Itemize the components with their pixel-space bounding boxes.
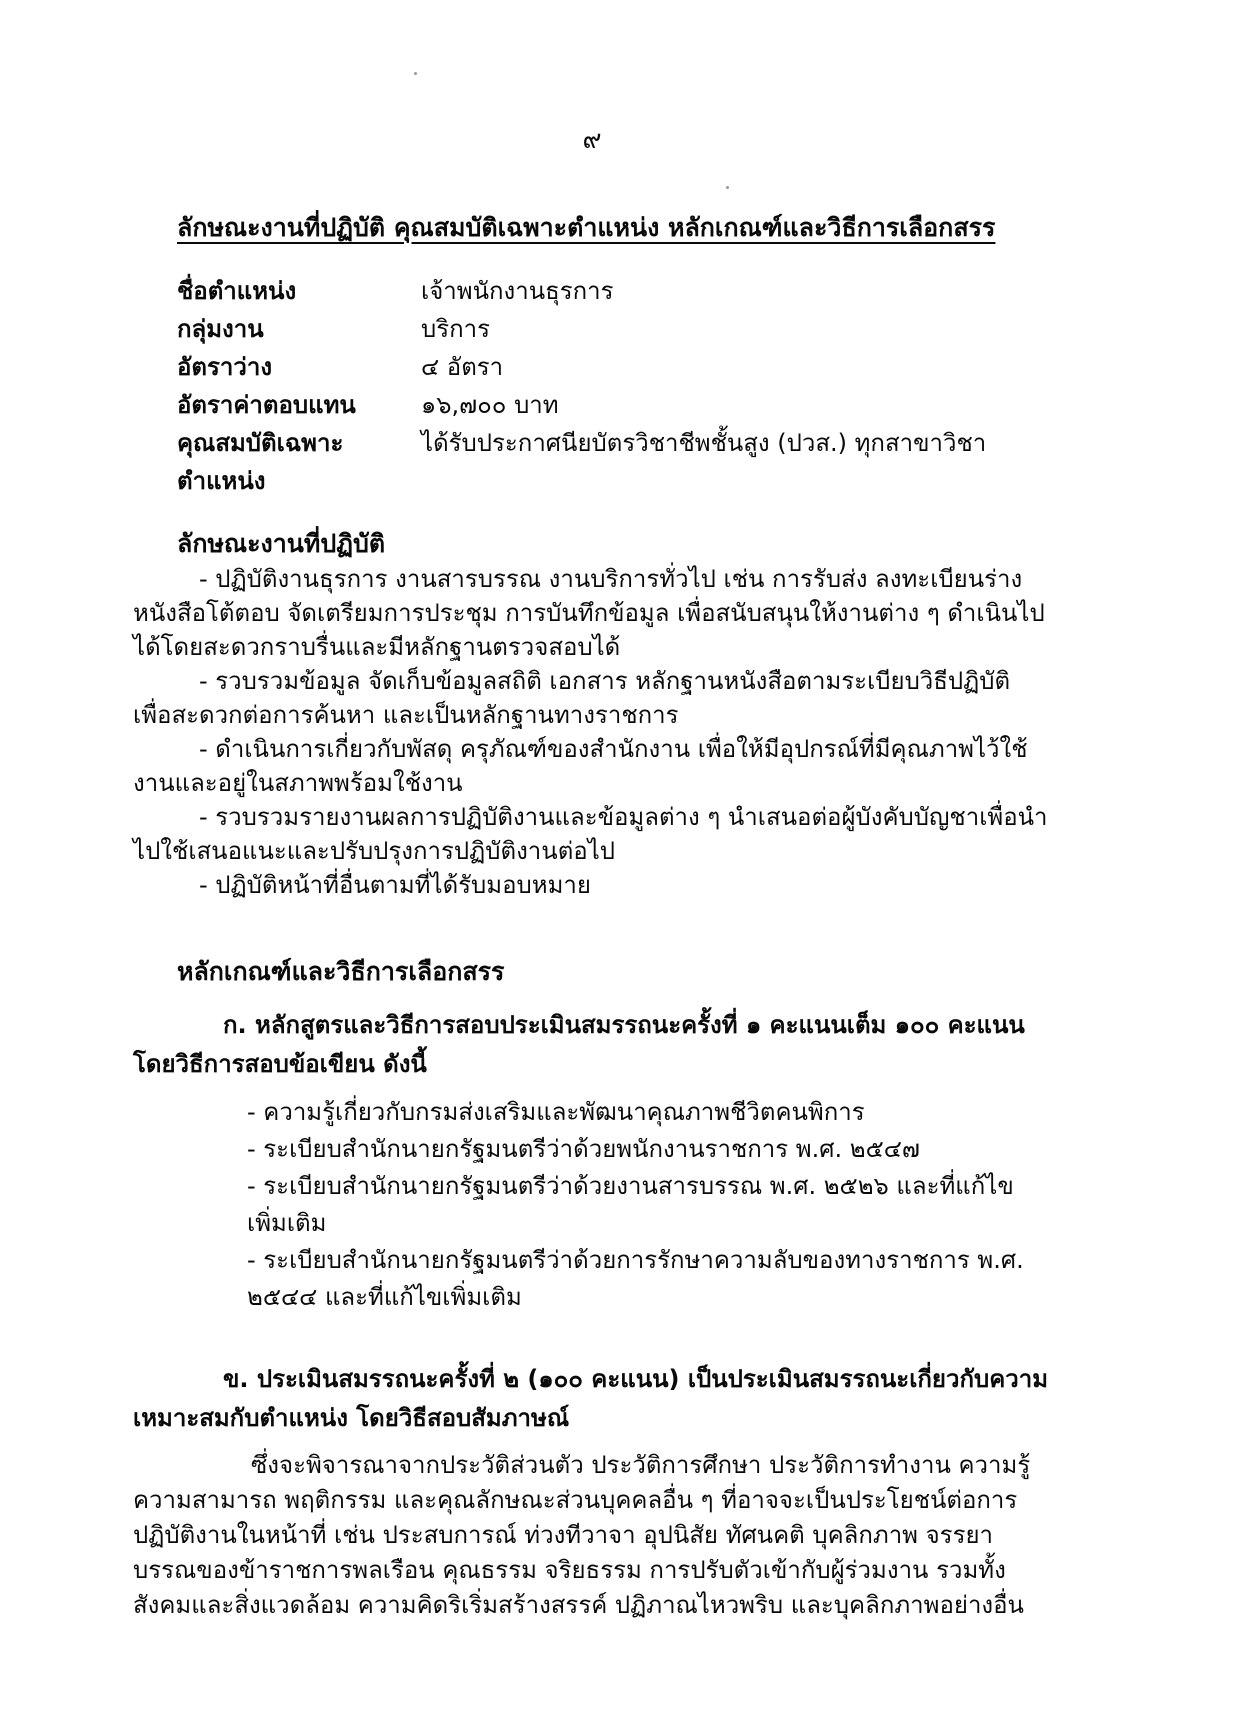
page-number: ๙ <box>582 125 602 155</box>
page-title: ลักษณะงานที่ปฏิบัติ คุณสมบัติเฉพาะตำแหน่ง หลักเกณฑ์และวิธีการเลือกสรร <box>177 213 996 242</box>
exam-topic: - ระเบียบสำนักนายกรัฐมนตรีว่าด้วยการรักษาความลับของทางราชการ พ.ศ. ๒๕๔๔ และที่แก้ไขเพิ่มเติม <box>247 1246 1024 1311</box>
exam-topic: - ระเบียบสำนักนายกรัฐมนตรีว่าด้วยงานสารบรรณ พ.ศ. ๒๕๒๖ และที่แก้ไขเพิ่มเติม <box>247 1172 1014 1237</box>
duty-item: - ปฏิบัติหน้าที่อื่นตามที่ได้รับมอบหมาย <box>199 871 591 899</box>
info-label: อัตราค่าตอบแทน <box>177 391 356 419</box>
exam-topics-list <box>133 1094 1051 1316</box>
duties-heading: ลักษณะงานที่ปฏิบัติ <box>177 529 386 558</box>
info-label: ชื่อตำแหน่ง <box>177 277 297 305</box>
selection-heading: หลักเกณฑ์และวิธีการเลือกสรร <box>177 957 505 986</box>
part-b-body: ซึ่งจะพิจารณาจากประวัติส่วนตัว ประวัติการศึกษา ประวัติการทำงาน ความรู้ ความสามารถ พฤติกรรม และคุณลักษณะส่วนบุคคลอื่น ๆ ที่อาจจะเป็นประโยชน์ต่อการปฏิบัติงานในหน้าที่ เช่น ประสบการณ์ ท่วงทีวาจา อุปนิสัย ทัศนคติ บุคลิกภาพ จรรยาบรรณของข้าราชการพลเรือน คุณธรรม จริยธรรม การปรับตัวเข้ากับผู้ร่วมงาน รวมทั้งสังคมและสิ่งแวดล้อม ความคิดริเริ่มสร้างสรรค์ ปฏิภาณไหวพริบ และบุคลิกภาพอย่างอื่น <box>133 1451 1031 1619</box>
position-info <box>133 272 1051 500</box>
duty-item: - รวบรวมข้อมูล จัดเก็บข้อมูลสถิติ เอกสาร หลักฐานหนังสือตามระเบียบวิธีปฏิบัติ เพื่อสะดวกต่อการค้นหา และเป็นหลักฐานทางราชการ <box>133 667 1011 729</box>
info-value: ได้รับประกาศนียบัตรวิชาชีพชั้นสูง (ปวส.) ทุกสาขาวิชา <box>421 429 987 457</box>
info-row-salary <box>133 386 1051 424</box>
info-label: คุณสมบัติเฉพาะตำแหน่ง <box>177 429 344 495</box>
info-value: ๑๖,๗๐๐ บาท <box>421 391 559 419</box>
part-b-heading: ข. ประเมินสมรรถนะครั้งที่ ๒ (๑๐๐ คะแนน) เป็นประเมินสมรรถนะเกี่ยวกับความเหมาะสมกับตำแหน่ง โดยวิธีสอบสัมภาษณ์ <box>133 1365 1049 1432</box>
info-row-vacancies <box>133 348 1051 386</box>
duty-item: - ปฏิบัติงานธุรการ งานสารบรรณ งานบริการทั่วไป เช่น การรับส่ง ลงทะเบียนร่างหนังสือโต้ตอบ จัดเตรียมการประชุม การบันทึกข้อมูล เพื่อสนับสนุนให้งานต่าง ๆ ดำเนินไปได้โดยสะดวกราบรื่นและมีหลักฐานตรวจสอบได้ <box>133 565 1045 661</box>
document-content <box>133 0 1051 1623</box>
info-value: บริการ <box>421 315 491 343</box>
info-value: เจ้าพนักงานธุรการ <box>421 277 614 305</box>
info-row-work-group <box>133 310 1051 348</box>
duty-item: - ดำเนินการเกี่ยวกับพัสดุ ครุภัณฑ์ของสำนักงาน เพื่อให้มีอุปกรณ์ที่มีคุณภาพไว้ใช้งานและอยู่ในสภาพพร้อมใช้งาน <box>133 735 1028 797</box>
exam-topic: - ความรู้เกี่ยวกับกรมส่งเสริมและพัฒนาคุณภาพชีวิตคนพิการ <box>247 1098 865 1126</box>
part-a-heading: ก. หลักสูตรและวิธีการสอบประเมินสมรรถนะครั้งที่ ๑ คะแนนเต็ม ๑๐๐ คะแนน โดยวิธีการสอบข้อเขียน ดังนี้ <box>133 1011 1025 1078</box>
info-row-qualification <box>133 424 1051 500</box>
duty-item: - รวบรวมรายงานผลการปฏิบัติงานและข้อมูลต่าง ๆ นำเสนอต่อผู้บังคับบัญชาเพื่อนำไปใช้เสนอแนะและปรับปรุงการปฏิบัติงานต่อไป <box>133 803 1048 865</box>
info-label: กลุ่มงาน <box>177 315 264 343</box>
info-row-position-name <box>133 272 1051 310</box>
info-value: ๔ อัตรา <box>421 353 504 381</box>
info-label: อัตราว่าง <box>177 353 273 381</box>
exam-topic: - ระเบียบสำนักนายกรัฐมนตรีว่าด้วยพนักงานราชการ พ.ศ. ๒๕๔๗ <box>247 1135 920 1163</box>
